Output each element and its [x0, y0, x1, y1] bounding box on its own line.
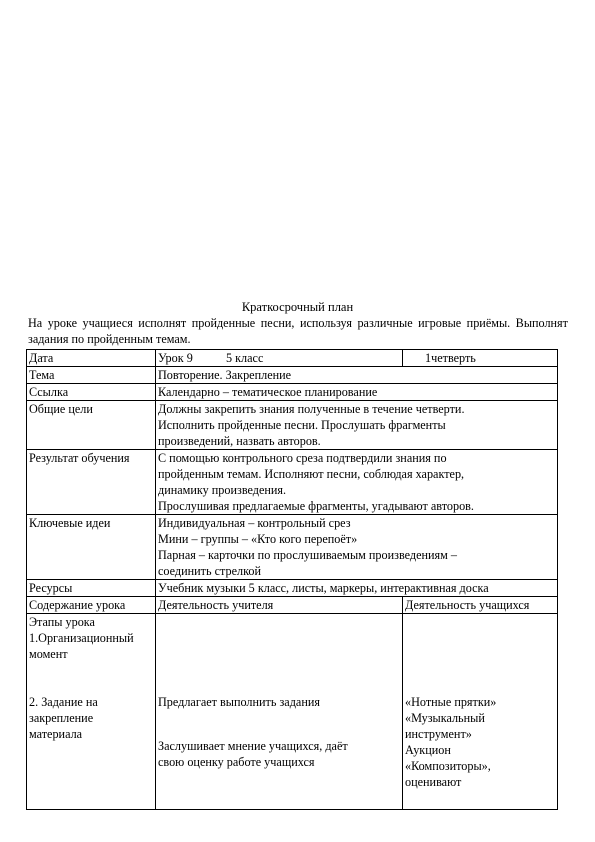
stages-col2 — [156, 614, 403, 810]
goals-line: Должны закрепить знания полученные в течение четверти. — [158, 402, 465, 416]
stage-line: момент — [29, 647, 68, 661]
content-header-col3: Деятельность учащихся — [403, 597, 558, 614]
key-ideas-label: Ключевые идеи — [27, 515, 156, 580]
student-activity-line: «Музыкальный — [405, 711, 485, 725]
table-row-date — [27, 350, 558, 367]
goals-line: произведений, назвать авторов. — [158, 434, 321, 448]
reference-value: Календарно – тематическое планирование — [156, 384, 558, 401]
stage-line — [29, 662, 153, 678]
stage-line: 1.Организационный — [29, 631, 134, 645]
goals-value — [156, 401, 558, 450]
stages-col3 — [403, 614, 558, 810]
teacher-activity-line: Предлагает выполнить задания — [158, 695, 320, 709]
intro-paragraph: На уроке учащиеся исполнят пройденные песни, используя различные игровые приёмы. Выполнят задания по пройденным темам. — [28, 316, 568, 346]
key-ideas-line: Индивидуальная – контрольный срез — [158, 516, 351, 530]
teacher-activity-line: свою оценку работе учащихся — [158, 755, 315, 769]
key-ideas-value — [156, 515, 558, 580]
table-row-stages — [27, 614, 558, 810]
stages-col1 — [27, 614, 156, 810]
student-activity-line: инструмент» — [405, 727, 472, 741]
quarter: 1четверть — [425, 351, 476, 365]
student-activity-line: «Нотные прятки» — [405, 695, 497, 709]
stage-line — [29, 678, 153, 694]
key-ideas-line: соединить стрелкой — [158, 564, 261, 578]
table-row-result — [27, 450, 558, 515]
content-header-col1: Содержание урока — [27, 597, 156, 614]
resources-label: Ресурсы — [27, 580, 156, 597]
document-title: Краткосрочный план — [241, 300, 354, 314]
result-line: С помощью контрольного среза подтвердили знания по — [158, 451, 447, 465]
resources-value: Учебник музыки 5 класс, листы, маркеры, интерактивная доска — [156, 580, 558, 597]
key-ideas-line: Мини – группы – «Кто кого перепоёт» — [158, 532, 358, 546]
quarter-cell — [403, 350, 558, 367]
stage-line: материала — [29, 727, 83, 741]
stage-line: закрепление — [29, 711, 94, 725]
result-line: динамику произведения. — [158, 483, 287, 497]
result-value — [156, 450, 558, 515]
stage-line: 2. Задание на — [29, 695, 98, 709]
goals-label: Общие цели — [27, 401, 156, 450]
student-activity-line: Аукцион — [405, 743, 451, 757]
stage-line: Этапы урока — [29, 615, 95, 629]
key-ideas-line: Парная – карточки по прослушиваемым произведениям – — [158, 548, 458, 562]
student-activity-line: оценивают — [405, 775, 462, 789]
reference-label: Ссылка — [27, 384, 156, 401]
result-line: пройденным темам. Исполняют песни, соблюдая характер, — [158, 467, 465, 481]
result-line: Прослушивая предлагаемые фрагменты, угадывают авторов. — [158, 499, 474, 513]
table-row-content-header — [27, 597, 558, 614]
lesson-number: Урок 9 — [158, 351, 193, 365]
topic-label: Тема — [27, 367, 156, 384]
result-label: Результат обучения — [27, 450, 156, 515]
table-row-goals — [27, 401, 558, 450]
lesson-grade-cell — [156, 350, 403, 367]
table-row-topic — [27, 367, 558, 384]
goals-line: Исполнить пройденные песни. Прослушать фрагменты — [158, 418, 446, 432]
table-row-resources — [27, 580, 558, 597]
student-activity-line: «Композиторы», — [405, 759, 491, 773]
topic-value: Повторение. Закрепление — [156, 367, 558, 384]
teacher-activity-line: Заслушивает мнение учащихся, даёт — [158, 739, 348, 753]
grade: 5 класс — [226, 351, 264, 365]
table-row-reference — [27, 384, 558, 401]
content-header-col2: Деятельность учителя — [156, 597, 403, 614]
date-label: Дата — [27, 350, 156, 367]
lesson-plan-table — [26, 349, 558, 810]
table-row-key-ideas — [27, 515, 558, 580]
